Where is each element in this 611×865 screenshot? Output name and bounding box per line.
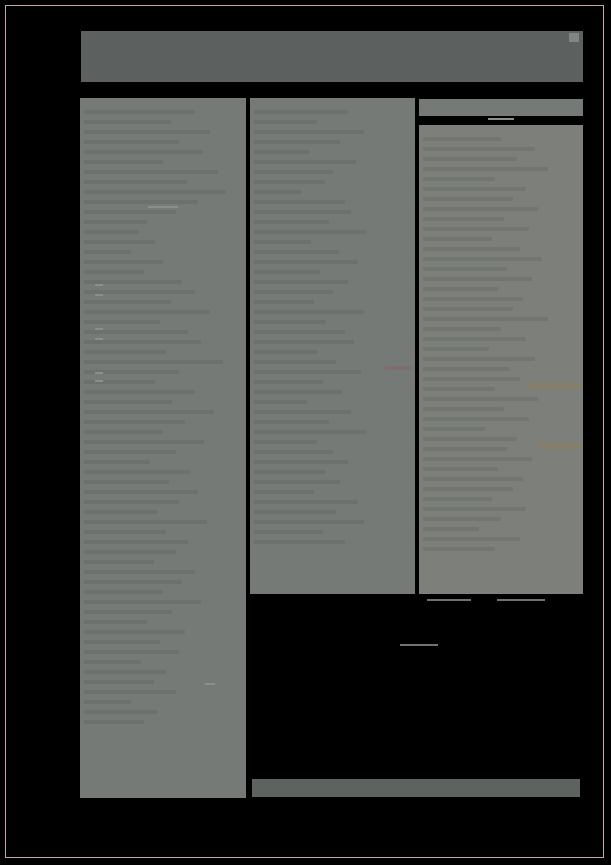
left-column — [80, 98, 246, 798]
page-header — [81, 31, 583, 82]
right-column-text — [419, 125, 583, 557]
right-highlight-mark — [527, 383, 583, 389]
caption-mark — [400, 644, 438, 646]
left-bullet-mark — [95, 338, 103, 340]
left-highlight-mark — [205, 683, 215, 685]
right-column-header — [419, 99, 583, 116]
left-bullet-mark — [95, 294, 103, 296]
middle-highlight-mark — [385, 366, 411, 370]
right-header-underline — [488, 118, 514, 120]
right-highlight-mark — [539, 443, 583, 449]
middle-column — [250, 98, 415, 594]
caption-mark — [427, 599, 471, 601]
left-bullet-mark — [95, 328, 103, 330]
left-bullet-mark — [95, 380, 103, 382]
caption-mark — [497, 599, 545, 601]
window-control-icon[interactable] — [569, 33, 579, 42]
left-column-text — [80, 98, 246, 730]
middle-column-text — [250, 98, 415, 550]
left-bullet-mark — [95, 372, 103, 374]
footer-bar — [252, 779, 580, 797]
right-column — [419, 125, 583, 594]
left-highlight-mark — [148, 206, 178, 208]
left-bullet-mark — [95, 284, 103, 286]
